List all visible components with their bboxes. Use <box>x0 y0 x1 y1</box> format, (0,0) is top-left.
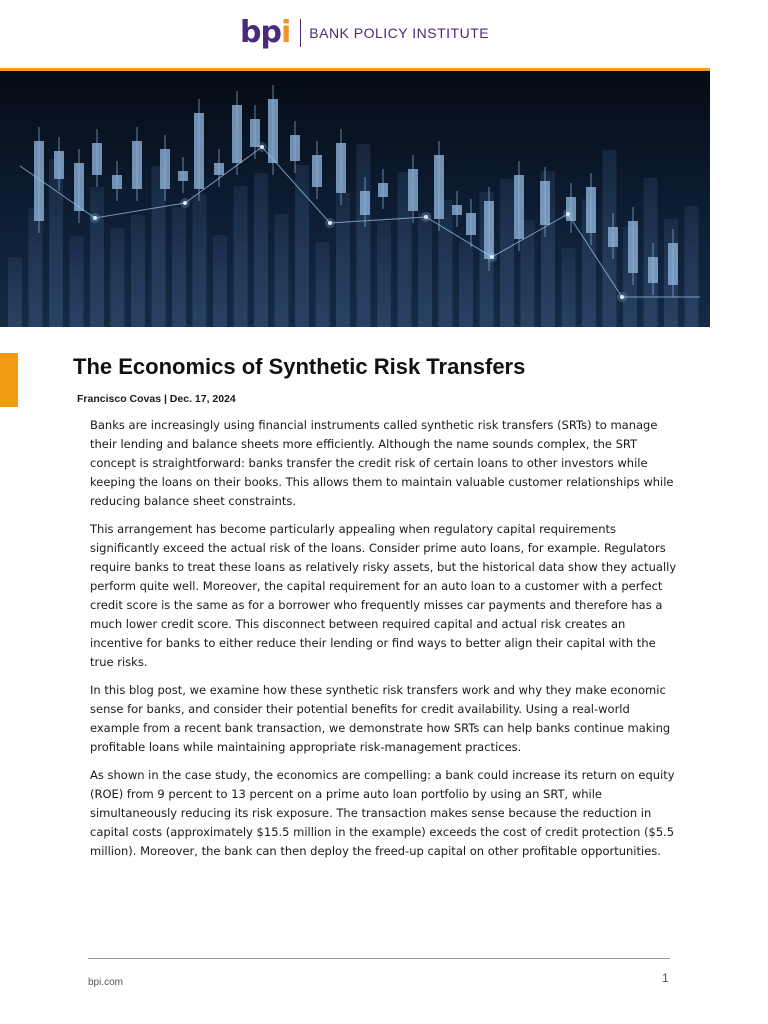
trend-dot <box>183 201 187 205</box>
candle-body <box>54 151 64 179</box>
candle-body <box>178 171 188 181</box>
background-bar <box>685 206 699 327</box>
background-bar <box>49 159 63 327</box>
background-bar <box>213 235 227 327</box>
paragraph: Banks are increasingly using financial instruments called synthetic risk transfers (SRTs) to manage their lending and balance sheets more efficiently. Although the name sounds complex, the SRT concept is straightforward: banks transfer the credit risk of certain loans to other investors while keeping the loans on their books. This allows them to maintain valuable customer relationships while reducing balance sheet constraints. <box>90 418 674 508</box>
background-bar <box>8 257 22 327</box>
page-number: 1 <box>662 971 669 985</box>
trend-dot <box>328 221 332 225</box>
candlestick-chart-illustration <box>0 71 710 327</box>
background-bar <box>111 228 125 327</box>
candle-body <box>232 105 242 163</box>
bpi-logo[interactable] <box>240 15 490 50</box>
background-bar <box>336 193 350 327</box>
article-body <box>90 416 678 870</box>
candle-body <box>408 169 418 211</box>
background-bar <box>418 213 432 327</box>
trend-dot <box>620 295 624 299</box>
background-bar <box>459 241 473 327</box>
candle-body <box>586 187 596 233</box>
logo-divider <box>300 19 301 47</box>
candle-body <box>628 221 638 273</box>
background-bar <box>275 214 289 327</box>
logo-mark: bpi <box>240 15 291 50</box>
background-bar <box>500 179 514 327</box>
background-bar <box>439 200 453 327</box>
background-bar <box>70 236 84 327</box>
candle-body <box>74 163 84 211</box>
candle-body <box>452 205 462 215</box>
background-bar <box>295 165 309 327</box>
background-bar <box>562 248 576 327</box>
candle-body <box>290 135 300 161</box>
candle-body <box>214 163 224 175</box>
candle-body <box>540 181 550 225</box>
background-bar <box>316 242 330 327</box>
background-bar <box>90 187 104 327</box>
paragraph: This arrangement has become particularly appealing when regulatory capital requirements significantly exceed the actual risk of the loans. Consider prime auto loans, for example. Regulators require banks to treat these loans as relatively risky assets, but the historical data show they actually perform quite well. Moreover, the capital requirement for an auto loan to a customer with a perfect credit score is the same as for a borrower who frequently misses car payments and therefore has a much lower credit score. This disconnect between required capital and actual risk creates an incentive for banks to either reduce their lending or find ways to better align their capital with the true risks. <box>90 522 677 669</box>
article-byline: Francisco Covas | Dec. 17, 2024 <box>77 393 236 405</box>
candle-body <box>268 99 278 163</box>
candle-body <box>648 257 658 283</box>
candle-body <box>668 243 678 285</box>
banner-image <box>0 71 710 327</box>
paragraph: As shown in the case study, the economics are compelling: a bank could increase its return on equity (ROE) from 9 percent to 13 percent on a prime auto loan portfolio by using an SRT, while simultaneously reducing its risk exposure. The transaction makes sense because the reduction in capital costs (approximately $15.5 million in the example) exceeds the cost of credit protection ($5.5 million). Moreover, the bank can then deploy the freed-up capital on other profitable opportunities. <box>90 768 675 858</box>
candle-body <box>336 143 346 193</box>
org-name: BANK POLICY INSTITUTE <box>309 25 490 41</box>
footer-site-link[interactable]: bpi.com <box>88 977 124 988</box>
trend-dot <box>260 145 264 149</box>
candle-body <box>250 119 260 147</box>
candle-body <box>378 183 388 197</box>
background-bar <box>234 186 248 327</box>
background-bar <box>29 208 43 327</box>
candle-body <box>360 191 370 215</box>
candle-body <box>160 149 170 189</box>
candle-body <box>484 201 494 259</box>
candle-body <box>92 143 102 175</box>
trend-dot <box>93 216 97 220</box>
candle-body <box>132 141 142 189</box>
candle-body <box>112 175 122 189</box>
candle-body <box>466 213 476 235</box>
footer-rule <box>88 958 670 959</box>
background-bar <box>152 166 166 327</box>
background-bar <box>193 194 207 327</box>
paragraph: In this blog post, we examine how these synthetic risk transfers work and why they make economic sense for banks, and consider their potential benefits for credit availability. Using a real-world example from a recent bank transaction, we demonstrate how SRTs can help banks continue making profitable loans while maintaining appropriate risk-management practices. <box>90 683 671 754</box>
background-bar <box>254 173 268 327</box>
background-bar <box>131 215 145 327</box>
background-bar <box>644 178 658 327</box>
background-bar <box>377 221 391 327</box>
candle-body <box>514 175 524 239</box>
background-bar <box>172 207 186 327</box>
section-accent-tab <box>0 353 18 407</box>
candle-body <box>312 155 322 187</box>
page-header <box>0 0 768 68</box>
candle-body <box>434 155 444 219</box>
candle-body <box>194 113 204 189</box>
article-title: The Economics of Synthetic Risk Transfers <box>73 354 526 379</box>
trend-dot <box>490 255 494 259</box>
trend-dot <box>424 215 428 219</box>
trend-dot <box>566 212 570 216</box>
candle-body <box>608 227 618 247</box>
background-bar <box>357 144 371 327</box>
